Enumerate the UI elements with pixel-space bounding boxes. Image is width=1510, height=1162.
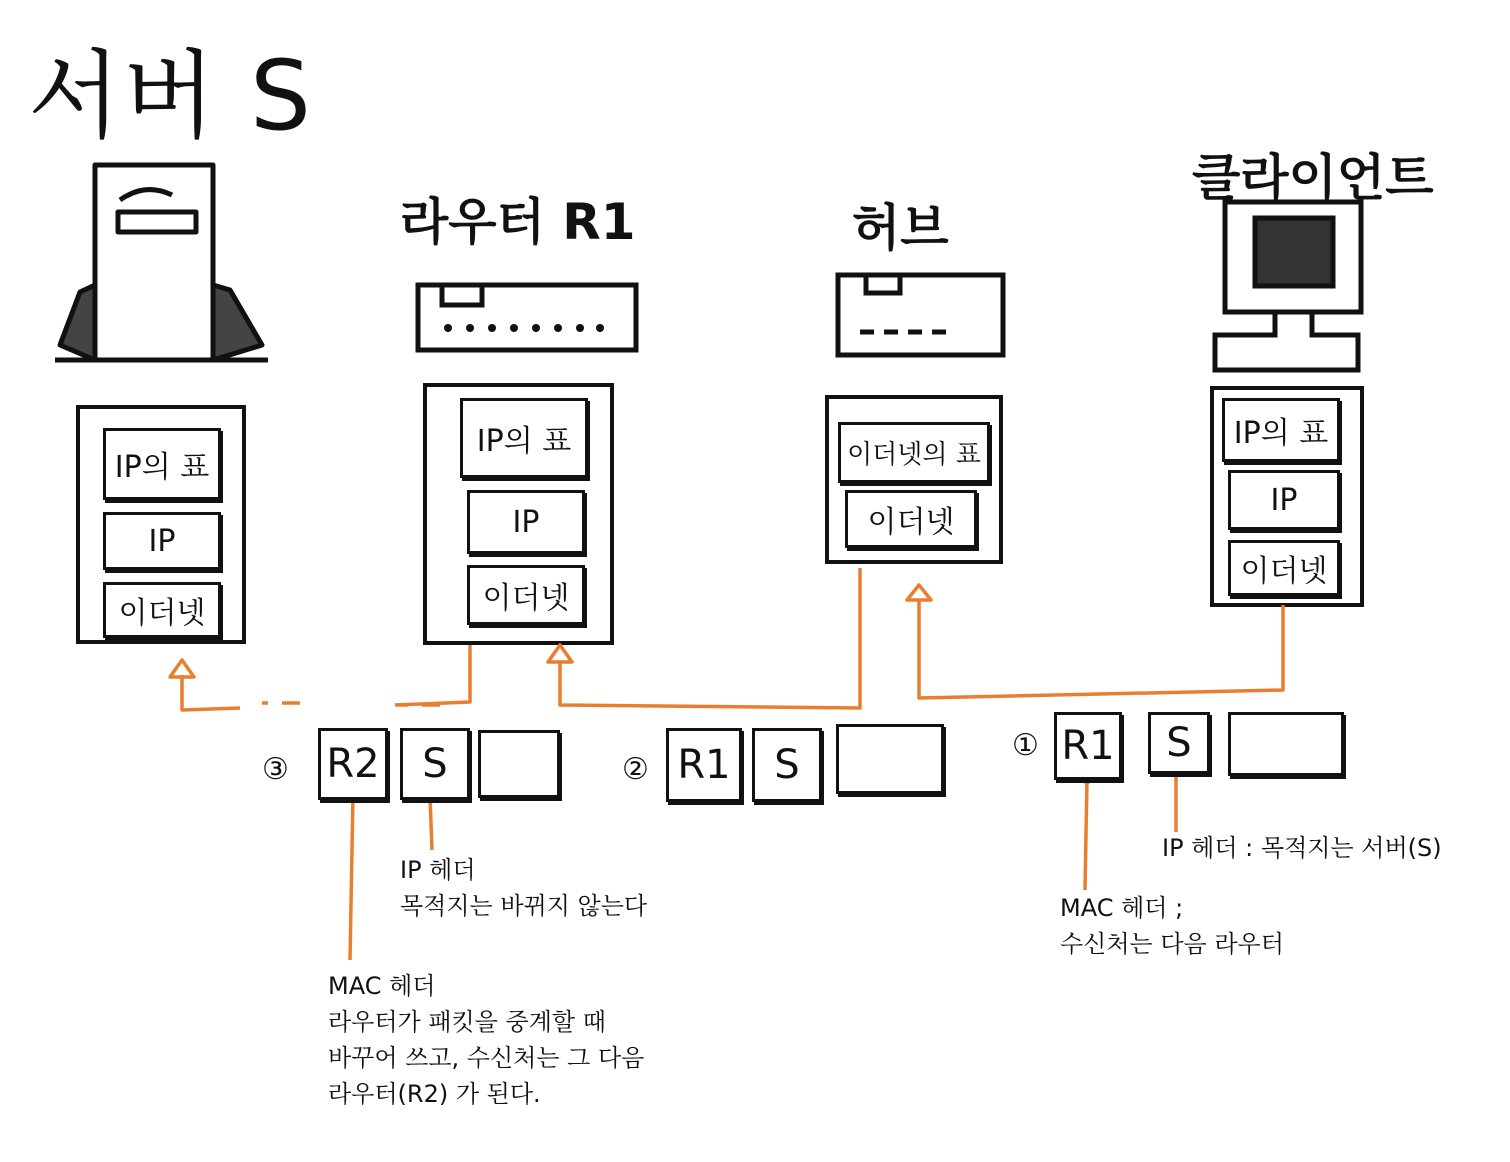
note-line: MAC 헤더 <box>328 972 436 1000</box>
packet-1-label: ① <box>1012 728 1039 763</box>
packet-2-label: ② <box>622 752 649 787</box>
packet-1-ip-header: S <box>1148 712 1210 774</box>
router-title: 라우터 R1 <box>400 193 636 251</box>
packet-3-ip-header: S <box>400 728 470 800</box>
client-layer-ip-table: IP의 표 <box>1222 398 1340 462</box>
packet-3-payload <box>478 730 560 798</box>
router-icon <box>418 285 636 350</box>
note-line: IP 헤더 <box>400 856 476 884</box>
packet-1-payload <box>1228 712 1344 776</box>
client-title: 클라이언트 <box>1192 149 1434 207</box>
router-layer-ip: IP <box>467 490 585 554</box>
note-line: IP 헤더 : 목적지는 서버(S) <box>1162 834 1442 862</box>
server-title: 서버 S <box>28 40 313 152</box>
note-line: 목적지는 바뀌지 않는다 <box>400 892 648 920</box>
client-layer-ip: IP <box>1228 470 1340 530</box>
hub-icon <box>838 275 1003 355</box>
hub-layer-ethernet: 이더넷 <box>845 490 977 548</box>
hub-layer-ethernet-table: 이더넷의 표 <box>838 422 990 483</box>
note-line: 바꾸어 쓰고, 수신처는 그 다음 <box>328 1044 645 1072</box>
client-layer-ethernet: 이더넷 <box>1228 540 1340 596</box>
packet-3-label: ③ <box>262 752 289 787</box>
client-pc-icon <box>1215 202 1361 370</box>
packet-2-payload <box>836 724 944 794</box>
server-layer-ethernet: 이더넷 <box>103 582 221 638</box>
server-layer-ip: IP <box>103 512 221 570</box>
note-line: MAC 헤더 ; <box>1060 894 1184 922</box>
note-line: 수신처는 다음 라우터 <box>1060 930 1284 958</box>
packet-3-mac-header: R2 <box>318 728 388 800</box>
server-layer-ip-table: IP의 표 <box>103 428 221 500</box>
layer-stack-frames <box>78 385 1362 643</box>
packet-2-mac-header: R1 <box>666 728 742 802</box>
packet-2-ip-header: S <box>752 728 822 802</box>
packet-1-mac-header: R1 <box>1054 712 1122 780</box>
note-line: 라우터가 패킷을 중계할 때 <box>328 1008 606 1036</box>
router-layer-ethernet: 이더넷 <box>467 565 585 625</box>
note-line: 라우터(R2) 가 된다. <box>328 1080 541 1108</box>
packet-3-ip-note <box>400 852 647 924</box>
packet-3-mac-note <box>328 968 644 1112</box>
packet-1-ip-note <box>1162 830 1442 866</box>
router-layer-ip-table: IP의 표 <box>460 398 588 478</box>
hub-title: 허브 <box>852 199 949 257</box>
packet-1-mac-note <box>1060 890 1284 962</box>
server-tower-icon <box>55 165 268 360</box>
